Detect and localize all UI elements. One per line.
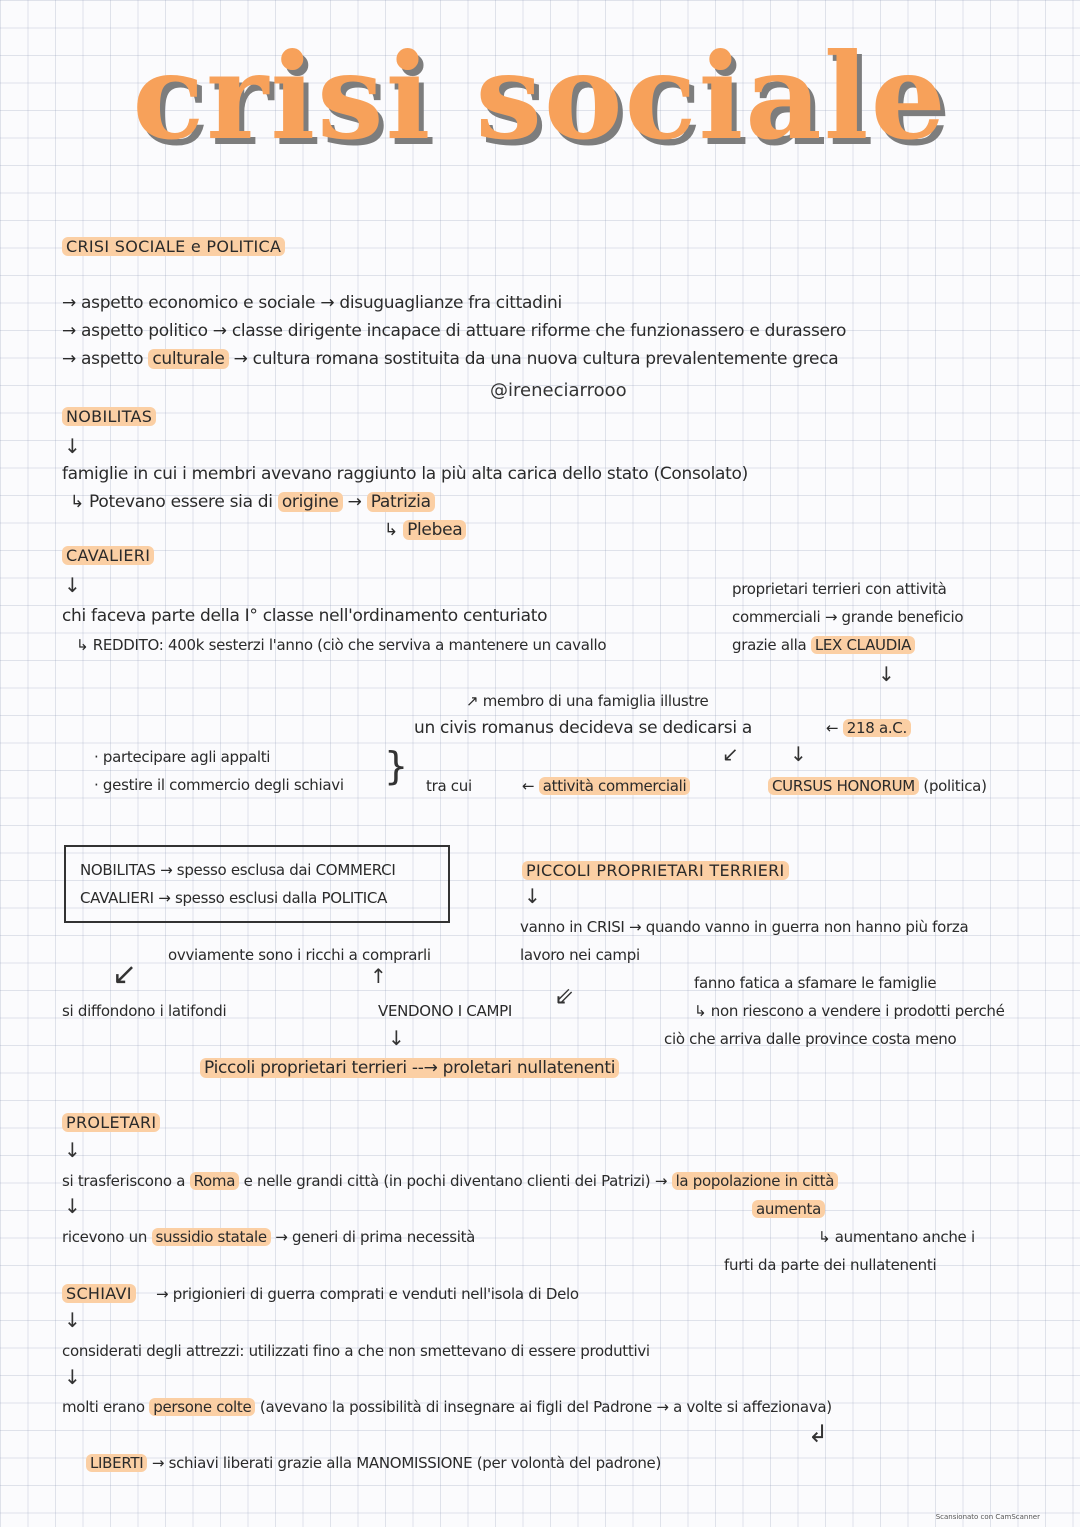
page-title: crisi sociale bbox=[132, 27, 948, 166]
cavalieri-civis: un civis romanus decideva se dedicarsi a bbox=[414, 718, 752, 738]
proletari-furti-2: furti da parte dei nullatenenti bbox=[724, 1256, 937, 1274]
piccoli-crisi: vanno in CRISI → quando vanno in guerra non hanno più forza bbox=[520, 918, 969, 936]
cavalieri-cursus: CURSUS HONORUM (politica) bbox=[768, 775, 987, 797]
crisi-line-economico: → aspetto economico e sociale → disuguaglianze fra cittadini bbox=[62, 293, 562, 313]
cavalieri-definition: chi faceva parte della I° classe nell'ordinamento centuriato bbox=[62, 606, 548, 626]
piccoli-latifondi: si diffondono i latifondi bbox=[62, 1002, 227, 1020]
curved-arrow-icon: ↲ bbox=[808, 1420, 829, 1448]
curved-arrow-icon: ↙ bbox=[112, 957, 138, 992]
cavalieri-commerciali: commerciali → grande beneficio bbox=[732, 608, 964, 626]
nobilitas-origin: ↳ Potevano essere sia di origine → Patrizia bbox=[70, 491, 435, 513]
down-arrow-icon: ↓ bbox=[878, 662, 895, 686]
down-left-arrow-icon: ⇙ bbox=[554, 982, 575, 1010]
piccoli-fatica: fanno fatica a sfamare le famiglie bbox=[694, 974, 937, 992]
up-arrow-icon: ↑ bbox=[370, 964, 387, 988]
crisi-line-culturale: → aspetto culturale → cultura romana sostituita da una nuova cultura prevalentemente greca bbox=[62, 349, 839, 369]
author-handle: @ireneciarrooo bbox=[490, 380, 627, 401]
cavalieri-bullet-schiavi: · gestire il commercio degli schiavi bbox=[94, 776, 344, 794]
piccoli-lavoro: lavoro nei campi bbox=[520, 946, 640, 964]
proletari-furti-1: ↳ aumentano anche i bbox=[818, 1228, 975, 1246]
section-heading-schiavi: SCHIAVI bbox=[62, 1283, 136, 1305]
proletari-aumenta: aumenta bbox=[752, 1198, 825, 1220]
down-arrow-icon: ↓ bbox=[388, 1026, 405, 1050]
schiavi-definition: → prigionieri di guerra comprati e venduti nell'isola di Delo bbox=[156, 1285, 579, 1303]
section-heading-cavalieri: CAVALIERI bbox=[62, 545, 154, 567]
box-nobilitas: NOBILITAS → spesso esclusa dai COMMERCI bbox=[80, 861, 396, 879]
schiavi-colte: molti erano persone colte (avevano la possibilità di insegnare ai figli del Padrone → a volte si affezionava) bbox=[62, 1398, 832, 1416]
cavalieri-membro: ↗ membro di una famiglia illustre bbox=[466, 692, 709, 710]
piccoli-ovviamente: ovviamente sono i ricchi a comprarli bbox=[168, 946, 431, 964]
down-arrow-icon: ↓ bbox=[64, 1194, 81, 1218]
down-arrow-icon: ↓ bbox=[64, 1138, 81, 1162]
down-arrow-icon: ↓ bbox=[790, 742, 807, 766]
nobilitas-definition: famiglie in cui i membri avevano raggiunto la più alta carica dello stato (Consolato) bbox=[62, 464, 748, 484]
cavalieri-attivita: ← attività commerciali bbox=[522, 775, 690, 797]
brace-icon: } bbox=[384, 744, 409, 788]
schiavi-liberti: LIBERTI → schiavi liberati grazie alla MANOMISSIONE (per volontà del padrone) bbox=[86, 1452, 661, 1474]
section-heading-piccoli: PICCOLI PROPRIETARI TERRIERI bbox=[522, 860, 789, 882]
piccoli-riescono: ↳ non riescono a vendere i prodotti perché bbox=[694, 1002, 1005, 1020]
section-heading-proletari: PROLETARI bbox=[62, 1112, 160, 1134]
down-arrow-icon: ↓ bbox=[64, 573, 81, 597]
down-arrow-icon: ↓ bbox=[64, 1308, 81, 1332]
cavalieri-year: ← 218 a.C. bbox=[826, 717, 911, 739]
proletari-sussidio: ricevono un sussidio statale → generi di prima necessità bbox=[62, 1228, 476, 1246]
down-arrow-icon: ↓ bbox=[64, 434, 81, 458]
scanner-watermark: Scansionato con CamScanner bbox=[935, 1513, 1040, 1521]
down-left-arrow-icon: ↙ bbox=[722, 742, 739, 766]
down-arrow-icon: ↓ bbox=[64, 1365, 81, 1389]
cavalieri-reddito: ↳ REDDITO: 400k sesterzi l'anno (ciò che serviva a mantenere un cavallo bbox=[76, 636, 607, 654]
piccoli-conclusion: Piccoli proprietari terrieri --→ proletari nullatenenti bbox=[200, 1057, 619, 1079]
crisi-line-politico: → aspetto politico → classe dirigente incapace di attuare riforme che funzionassero e durassero bbox=[62, 321, 847, 341]
summary-box bbox=[64, 845, 450, 923]
down-arrow-icon: ↓ bbox=[524, 884, 541, 908]
piccoli-vendono: VENDONO I CAMPI bbox=[378, 1002, 512, 1020]
cavalieri-proprietari: proprietari terrieri con attività bbox=[732, 580, 947, 598]
section-heading-nobilitas: NOBILITAS bbox=[62, 406, 156, 428]
section-heading-crisi: CRISI SOCIALE e POLITICA bbox=[62, 236, 285, 258]
piccoli-province: ciò che arriva dalle province costa meno bbox=[664, 1030, 957, 1048]
schiavi-attrezzi: considerati degli attrezzi: utilizzati fino a che non smettevano di essere produttivi bbox=[62, 1342, 650, 1360]
cavalieri-grazie: grazie alla LEX CLAUDIA bbox=[732, 634, 915, 656]
nobilitas-plebea: ↳ Plebea bbox=[384, 519, 466, 541]
cavalieri-tra-cui: tra cui bbox=[426, 777, 472, 795]
proletari-trasferiscono: si trasferiscono a Roma e nelle grandi città (in pochi diventano clienti dei Patrizi) → la popolazione in città bbox=[62, 1170, 838, 1192]
cavalieri-bullet-appalti: · partecipare agli appalti bbox=[94, 748, 271, 766]
box-cavalieri: CAVALIERI → spesso esclusi dalla POLITICA bbox=[80, 889, 388, 907]
